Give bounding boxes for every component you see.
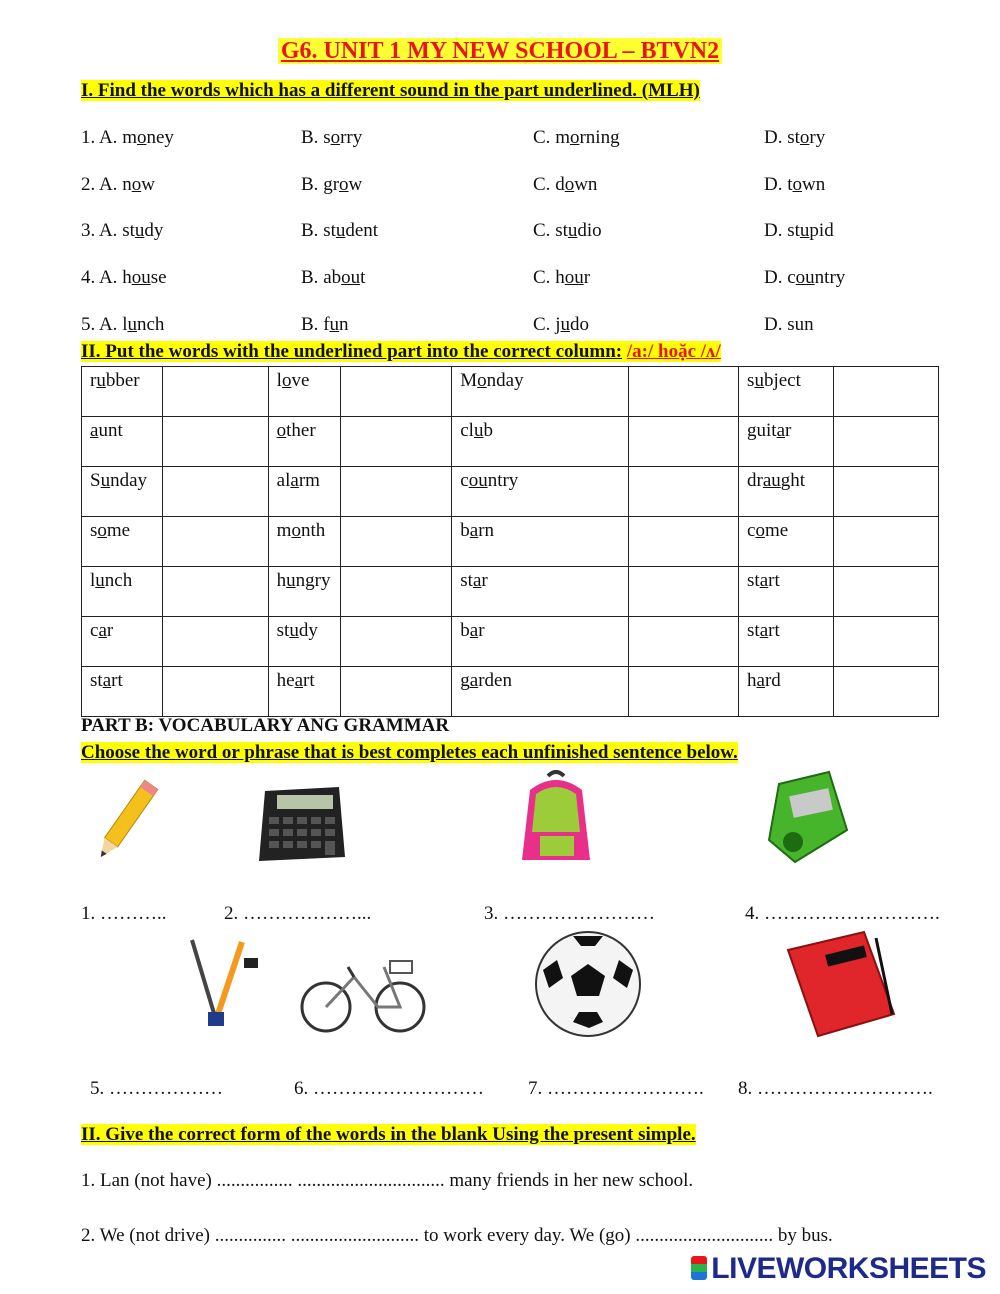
option-4-c[interactable]: C. hour (533, 267, 591, 288)
answer-cell[interactable] (833, 617, 938, 667)
word-cell (82, 517, 163, 567)
table-word: come (747, 520, 789, 541)
option-5-c[interactable]: C. judo (533, 314, 589, 335)
option-1-c[interactable]: C. morning (533, 127, 620, 148)
answer-cell[interactable] (629, 367, 739, 417)
option-5-a[interactable]: 5. A. lunch (81, 314, 165, 335)
option-word: student (323, 220, 379, 241)
section2-heading: II. Put the words with the underlined part into the correct column: /a:/ hoặc /ʌ/ (81, 341, 721, 362)
table-word: some (90, 520, 131, 541)
option-word: sorry (323, 127, 363, 148)
table-word: club (460, 420, 493, 441)
partB-instruction: Choose the word or phrase that is best completes each unfinished sentence below. (81, 742, 738, 763)
table-word: start (90, 670, 123, 691)
option-word: house (122, 267, 167, 288)
word-cell (268, 417, 340, 467)
word-cell (82, 467, 163, 517)
table-word: lunch (90, 570, 133, 591)
table-word: car (90, 620, 114, 641)
answer-cell[interactable] (833, 467, 938, 517)
table-row (82, 367, 939, 417)
word-cell (452, 367, 629, 417)
word-cell (82, 417, 163, 467)
option-2-b[interactable]: B. grow (301, 174, 363, 195)
answer-cell[interactable] (629, 467, 739, 517)
answer-cell[interactable] (833, 517, 938, 567)
partB-heading: PART B: VOCABULARY ANG GRAMMAR (81, 715, 450, 736)
option-3-b[interactable]: B. student (301, 220, 379, 241)
option-word: judo (555, 314, 589, 335)
word-cell (739, 367, 834, 417)
answer-cell[interactable] (340, 467, 451, 517)
word-cell (268, 617, 340, 667)
option-2-d[interactable]: D. town (764, 174, 826, 195)
table-word: heart (276, 670, 315, 691)
word-cell (82, 367, 163, 417)
liveworksheets-logo: LIVEWORKSHEETS (691, 1252, 986, 1286)
option-word: morning (555, 127, 620, 148)
option-3-d[interactable]: D. stupid (764, 220, 834, 241)
table-word: alarm (276, 470, 320, 491)
table-word: bar (460, 620, 485, 641)
notebook-image (766, 930, 898, 1038)
word-cell (739, 567, 834, 617)
table-word: garden (460, 670, 512, 691)
answer-cell[interactable] (629, 667, 739, 717)
table-word: love (276, 370, 310, 391)
option-word: story (787, 127, 826, 148)
bicycle-image (298, 955, 428, 1035)
table-word: Sunday (90, 470, 148, 491)
answer-cell[interactable] (340, 517, 451, 567)
blank-4[interactable]: 4. ………………………. (745, 903, 940, 924)
blank-8[interactable]: 8. ………………………. (738, 1078, 933, 1099)
option-word: fun (323, 314, 349, 335)
answer-cell[interactable] (629, 517, 739, 567)
option-word: country (787, 267, 846, 288)
section1-heading: I. Find the words which has a different sound in the part underlined. (MLH) (81, 80, 700, 101)
answer-cell[interactable] (163, 517, 268, 567)
football-image (533, 930, 643, 1038)
word-cell (739, 517, 834, 567)
table-row (82, 417, 939, 467)
option-3-a[interactable]: 3. A. study (81, 220, 164, 241)
word-cell (268, 517, 340, 567)
word-cell (82, 617, 163, 667)
word-cell (739, 667, 834, 717)
answer-cell[interactable] (163, 667, 268, 717)
table-word: rubber (90, 370, 140, 391)
option-2-c[interactable]: C. down (533, 174, 598, 195)
option-4-a[interactable]: 4. A. house (81, 267, 167, 288)
answer-cell[interactable] (340, 367, 451, 417)
option-word: stupid (787, 220, 834, 241)
answer-cell[interactable] (629, 417, 739, 467)
question-2[interactable]: 2. We (not drive) ............... ........................... to work every day. We (go) ............................. by bus. (81, 1225, 833, 1246)
table-word: month (276, 520, 326, 541)
word-cell (739, 617, 834, 667)
word-cell (82, 667, 163, 717)
answer-cell[interactable] (163, 367, 268, 417)
answer-cell[interactable] (833, 667, 938, 717)
compass-image (176, 936, 264, 1032)
table-word: aunt (90, 420, 123, 441)
word-cell (452, 617, 629, 667)
word-cell (82, 567, 163, 617)
section3-heading: II. Give the correct form of the words in the blank Using the present simple. (81, 1124, 696, 1145)
word-cell (452, 667, 629, 717)
blank-6[interactable]: 6. ……………………… (294, 1078, 484, 1099)
sound-table (81, 366, 939, 717)
answer-cell[interactable] (163, 617, 268, 667)
pencil-image (80, 775, 172, 867)
pencil-sharpener-image (765, 770, 851, 866)
option-word: about (323, 267, 366, 288)
blank-3[interactable]: 3. …………………… (484, 903, 655, 924)
option-word: lunch (122, 314, 165, 335)
option-word: now (122, 174, 155, 195)
option-word: money (122, 127, 174, 148)
answer-cell[interactable] (340, 667, 451, 717)
option-1-a[interactable]: 1. A. money (81, 127, 174, 148)
table-word: study (276, 620, 318, 641)
table-word: hard (747, 670, 781, 691)
answer-cell[interactable] (340, 567, 451, 617)
option-1-b[interactable]: B. sorry (301, 127, 363, 148)
table-row (82, 667, 939, 717)
table-word: start (747, 570, 780, 591)
option-word: study (122, 220, 164, 241)
table-word: other (276, 420, 316, 441)
table-word: start (747, 620, 780, 641)
page-title: G6. UNIT 1 MY NEW SCHOOL – BTVN2 (0, 38, 1000, 65)
logo-icon (691, 1256, 707, 1280)
table-word: hungry (276, 570, 331, 591)
answer-cell[interactable] (340, 417, 451, 467)
option-word: town (787, 174, 826, 195)
option-5-b[interactable]: B. fun (301, 314, 349, 335)
option-2-a[interactable]: 2. A. now (81, 174, 155, 195)
answer-cell[interactable] (833, 417, 938, 467)
blank-1[interactable]: 1. ……….. (81, 903, 167, 924)
word-cell (452, 417, 629, 467)
option-word: studio (555, 220, 602, 241)
blank-2[interactable]: 2. ………………... (224, 903, 372, 924)
answer-cell[interactable] (833, 567, 938, 617)
table-word: draught (747, 470, 806, 491)
table-word: Monday (460, 370, 524, 391)
word-cell (268, 567, 340, 617)
table-word: subject (747, 370, 801, 391)
answer-cell[interactable] (833, 367, 938, 417)
table-word: barn (460, 520, 495, 541)
answer-cell[interactable] (163, 467, 268, 517)
word-cell (739, 417, 834, 467)
word-cell (739, 467, 834, 517)
option-4-d[interactable]: D. country (764, 267, 846, 288)
table-word: guitar (747, 420, 792, 441)
option-4-b[interactable]: B. about (301, 267, 366, 288)
table-row (82, 467, 939, 517)
word-cell (268, 467, 340, 517)
option-1-d[interactable]: D. story (764, 127, 826, 148)
blank-7[interactable]: 7. ……………………. (528, 1078, 704, 1099)
answer-cell[interactable] (629, 567, 739, 617)
table-row (82, 517, 939, 567)
answer-cell[interactable] (163, 417, 268, 467)
option-word: hour (555, 267, 591, 288)
answer-cell[interactable] (629, 617, 739, 667)
calculator-image (255, 783, 347, 865)
table-row (82, 567, 939, 617)
school-bag-image (510, 770, 602, 868)
answer-cell[interactable] (340, 617, 451, 667)
word-cell (452, 517, 629, 567)
table-word: star (460, 570, 488, 591)
option-3-c[interactable]: C. studio (533, 220, 602, 241)
option-word: down (555, 174, 598, 195)
option-5-d[interactable]: D. sun (764, 314, 814, 335)
word-cell (452, 567, 629, 617)
word-cell (268, 367, 340, 417)
option-word: sun (787, 314, 814, 335)
table-word: country (460, 470, 519, 491)
option-word: grow (323, 174, 363, 195)
question-1[interactable]: 1. Lan (not have) ................ ............................... many friends in her new school. (81, 1170, 694, 1191)
answer-cell[interactable] (163, 567, 268, 617)
word-cell (268, 667, 340, 717)
word-cell (452, 467, 629, 517)
blank-5[interactable]: 5. ……………… (90, 1078, 223, 1099)
table-row (82, 617, 939, 667)
